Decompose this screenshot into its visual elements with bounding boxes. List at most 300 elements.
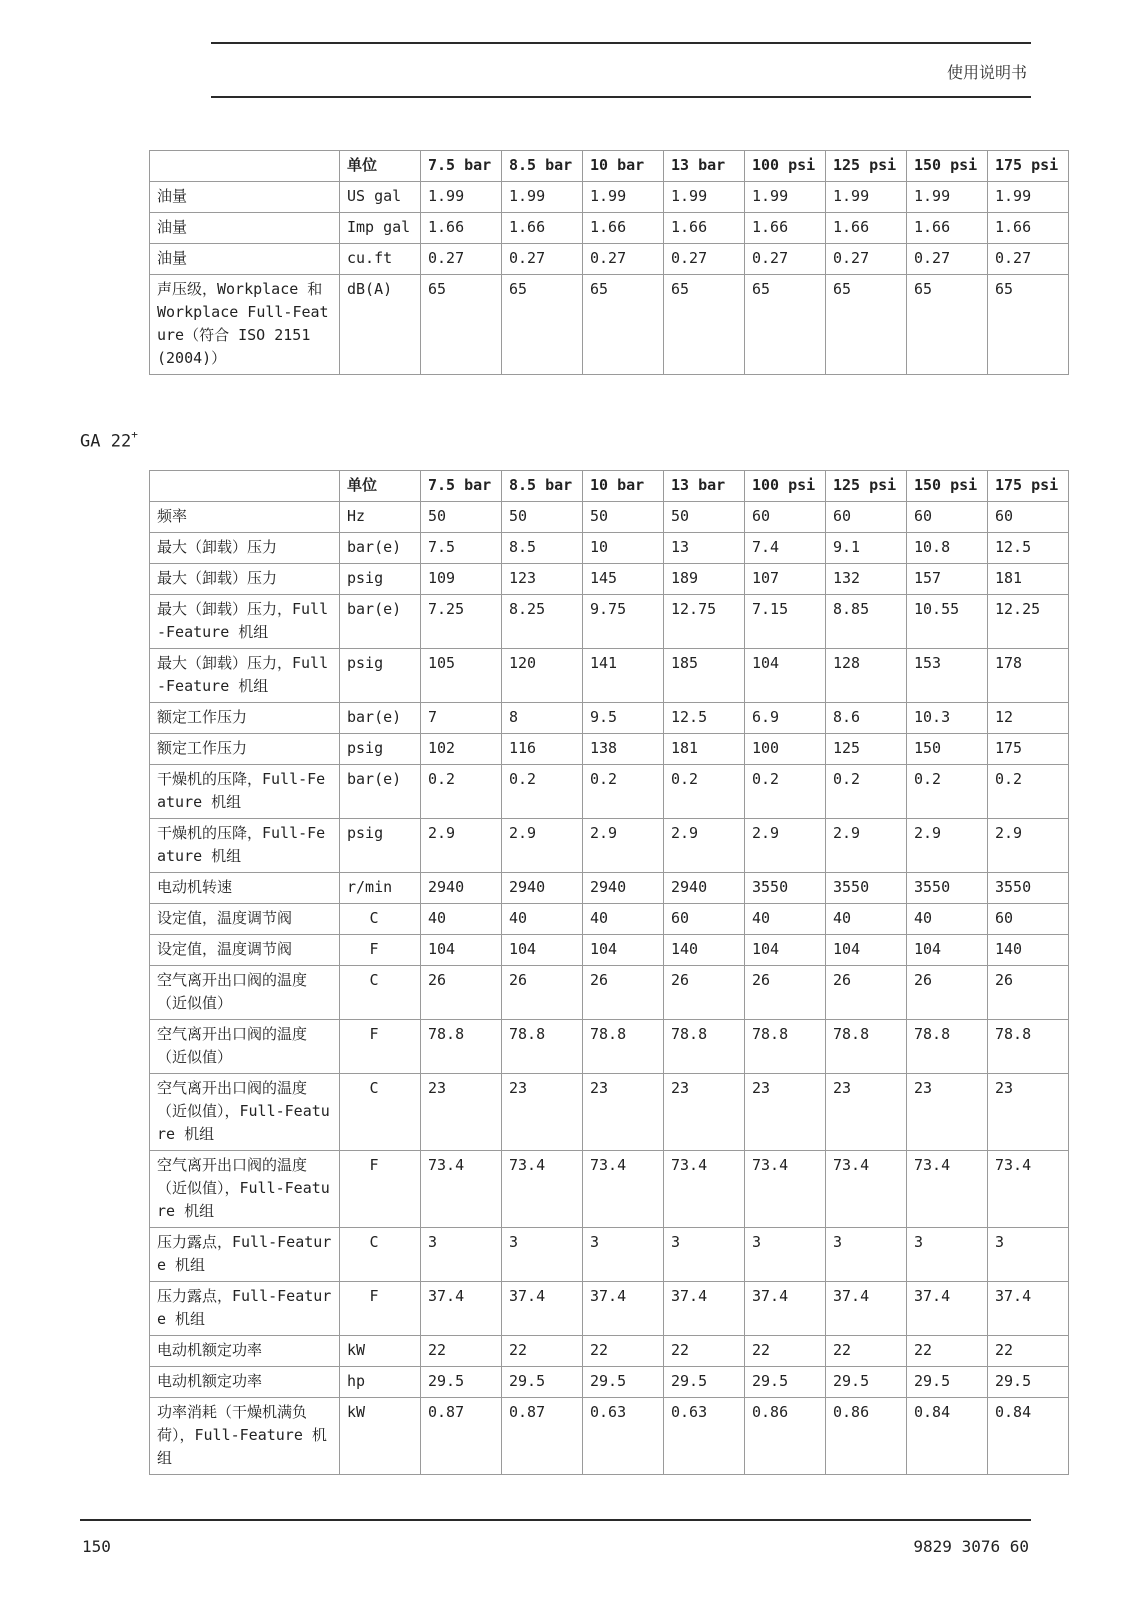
value-cell: 10.8 [907, 533, 988, 564]
value-cell: 78.8 [907, 1020, 988, 1074]
value-cell: 2940 [664, 873, 745, 904]
document-header-title: 使用说明书 [946, 63, 1027, 82]
row-label-cell: 电动机额定功率 [150, 1336, 340, 1367]
value-cell: 26 [907, 966, 988, 1020]
unit-cell: C [340, 904, 421, 935]
value-cell: 60 [664, 904, 745, 935]
table-row [150, 649, 1069, 703]
value-cell: 40 [826, 904, 907, 935]
value-cell: 26 [826, 966, 907, 1020]
value-cell: 1.66 [421, 213, 502, 244]
value-cell: 65 [745, 275, 826, 375]
value-cell: 78.8 [664, 1020, 745, 1074]
value-cell: 104 [745, 935, 826, 966]
header-cell-variant: 13 bar [664, 471, 745, 502]
value-cell: 65 [502, 275, 583, 375]
value-cell: 0.84 [907, 1398, 988, 1475]
value-cell: 29.5 [583, 1367, 664, 1398]
table-row [150, 1074, 1069, 1151]
value-cell: 116 [502, 734, 583, 765]
value-cell: 78.8 [826, 1020, 907, 1074]
table-row [150, 819, 1069, 873]
header-cell-variant: 125 psi [826, 151, 907, 182]
value-cell: 23 [988, 1074, 1069, 1151]
value-cell: 22 [664, 1336, 745, 1367]
row-label-cell: 设定值，温度调节阀 [150, 904, 340, 935]
value-cell: 153 [907, 649, 988, 703]
ga22-spec-table [149, 470, 1069, 1475]
row-label-cell: 空气离开出口阀的温度（近似值），Full-Feature 机组 [150, 1074, 340, 1151]
row-label-cell: 额定工作压力 [150, 734, 340, 765]
row-label-cell: 压力露点，Full-Feature 机组 [150, 1228, 340, 1282]
header-cell-variant: 150 psi [907, 151, 988, 182]
value-cell: 22 [421, 1336, 502, 1367]
value-cell: 73.4 [583, 1151, 664, 1228]
value-cell: 109 [421, 564, 502, 595]
value-cell: 1.66 [664, 213, 745, 244]
value-cell: 9.75 [583, 595, 664, 649]
value-cell: 150 [907, 734, 988, 765]
table-row [150, 904, 1069, 935]
value-cell: 9.5 [583, 703, 664, 734]
value-cell: 0.2 [988, 765, 1069, 819]
row-label-cell: 空气离开出口阀的温度（近似值） [150, 966, 340, 1020]
document-number: 9829 3076 60 [913, 1537, 1029, 1556]
unit-cell: C [340, 966, 421, 1020]
value-cell: 0.27 [826, 244, 907, 275]
header-cell-label [150, 151, 340, 182]
value-cell: 107 [745, 564, 826, 595]
value-cell: 105 [421, 649, 502, 703]
value-cell: 140 [988, 935, 1069, 966]
value-cell: 26 [583, 966, 664, 1020]
unit-cell: bar(e) [340, 595, 421, 649]
value-cell: 3550 [826, 873, 907, 904]
oil-capacity-table [149, 150, 1069, 375]
value-cell: 2940 [502, 873, 583, 904]
table-header-row [150, 151, 1069, 182]
value-cell: 3 [583, 1228, 664, 1282]
value-cell: 0.27 [583, 244, 664, 275]
value-cell: 23 [907, 1074, 988, 1151]
table-row [150, 1228, 1069, 1282]
value-cell: 10 [583, 533, 664, 564]
unit-cell: F [340, 935, 421, 966]
value-cell: 1.99 [988, 182, 1069, 213]
row-label-cell: 最大（卸载）压力，Full-Feature 机组 [150, 649, 340, 703]
value-cell: 78.8 [583, 1020, 664, 1074]
value-cell: 26 [502, 966, 583, 1020]
value-cell: 29.5 [907, 1367, 988, 1398]
value-cell: 73.4 [664, 1151, 745, 1228]
value-cell: 1.99 [502, 182, 583, 213]
value-cell: 65 [907, 275, 988, 375]
table-row [150, 1282, 1069, 1336]
value-cell: 73.4 [745, 1151, 826, 1228]
header-cell-unit: 单位 [340, 471, 421, 502]
value-cell: 23 [502, 1074, 583, 1151]
value-cell: 23 [826, 1074, 907, 1151]
value-cell: 3 [502, 1228, 583, 1282]
unit-cell: psig [340, 564, 421, 595]
value-cell: 22 [745, 1336, 826, 1367]
table-row [150, 1020, 1069, 1074]
table-row [150, 1151, 1069, 1228]
value-cell: 1.99 [907, 182, 988, 213]
value-cell: 8.25 [502, 595, 583, 649]
value-cell: 37.4 [421, 1282, 502, 1336]
value-cell: 0.27 [988, 244, 1069, 275]
value-cell: 26 [421, 966, 502, 1020]
value-cell: 29.5 [664, 1367, 745, 1398]
value-cell: 3550 [988, 873, 1069, 904]
value-cell: 0.86 [745, 1398, 826, 1475]
value-cell: 29.5 [988, 1367, 1069, 1398]
value-cell: 104 [583, 935, 664, 966]
value-cell: 1.99 [664, 182, 745, 213]
value-cell: 0.84 [988, 1398, 1069, 1475]
unit-cell: kW [340, 1336, 421, 1367]
table-row [150, 1367, 1069, 1398]
value-cell: 37.4 [664, 1282, 745, 1336]
row-label-cell: 油量 [150, 182, 340, 213]
value-cell: 37.4 [745, 1282, 826, 1336]
value-cell: 104 [745, 649, 826, 703]
value-cell: 0.2 [745, 765, 826, 819]
value-cell: 12.25 [988, 595, 1069, 649]
row-label-cell: 最大（卸载）压力，Full-Feature 机组 [150, 595, 340, 649]
header-cell-variant: 10 bar [583, 471, 664, 502]
value-cell: 189 [664, 564, 745, 595]
row-label-cell: 频率 [150, 502, 340, 533]
header-cell-label [150, 471, 340, 502]
table-row [150, 1398, 1069, 1475]
value-cell: 78.8 [988, 1020, 1069, 1074]
unit-cell: F [340, 1020, 421, 1074]
value-cell: 141 [583, 649, 664, 703]
value-cell: 1.99 [745, 182, 826, 213]
value-cell: 175 [988, 734, 1069, 765]
value-cell: 50 [583, 502, 664, 533]
value-cell: 73.4 [907, 1151, 988, 1228]
value-cell: 10.55 [907, 595, 988, 649]
value-cell: 2.9 [988, 819, 1069, 873]
unit-cell: F [340, 1282, 421, 1336]
value-cell: 2940 [583, 873, 664, 904]
value-cell: 10.3 [907, 703, 988, 734]
value-cell: 37.4 [988, 1282, 1069, 1336]
page-number: 150 [82, 1537, 111, 1556]
value-cell: 8.5 [502, 533, 583, 564]
table-header-row [150, 471, 1069, 502]
unit-cell: cu.ft [340, 244, 421, 275]
value-cell: 60 [826, 502, 907, 533]
value-cell: 78.8 [502, 1020, 583, 1074]
value-cell: 23 [583, 1074, 664, 1151]
unit-cell: kW [340, 1398, 421, 1475]
value-cell: 8 [502, 703, 583, 734]
value-cell: 60 [907, 502, 988, 533]
section-title-text: GA 22 [80, 431, 132, 452]
value-cell: 104 [826, 935, 907, 966]
value-cell: 13 [664, 533, 745, 564]
value-cell: 29.5 [826, 1367, 907, 1398]
value-cell: 140 [664, 935, 745, 966]
header-cell-variant: 175 psi [988, 471, 1069, 502]
value-cell: 22 [907, 1336, 988, 1367]
value-cell: 9.1 [826, 533, 907, 564]
header-cell-variant: 8.5 bar [502, 151, 583, 182]
value-cell: 22 [583, 1336, 664, 1367]
value-cell: 60 [745, 502, 826, 533]
table-row [150, 966, 1069, 1020]
value-cell: 40 [907, 904, 988, 935]
header-bottom-rule [211, 96, 1031, 98]
value-cell: 3 [907, 1228, 988, 1282]
value-cell: 73.4 [421, 1151, 502, 1228]
row-label-cell: 功率消耗（干燥机满负荷），Full-Feature 机组 [150, 1398, 340, 1475]
row-label-cell: 最大（卸载）压力 [150, 564, 340, 595]
value-cell: 60 [988, 502, 1069, 533]
value-cell: 2.9 [583, 819, 664, 873]
value-cell: 37.4 [907, 1282, 988, 1336]
value-cell: 181 [664, 734, 745, 765]
value-cell: 125 [826, 734, 907, 765]
table-row [150, 244, 1069, 275]
header-cell-variant: 7.5 bar [421, 151, 502, 182]
table-row [150, 703, 1069, 734]
value-cell: 3550 [907, 873, 988, 904]
value-cell: 8.6 [826, 703, 907, 734]
value-cell: 8.85 [826, 595, 907, 649]
header-cell-variant: 125 psi [826, 471, 907, 502]
value-cell: 65 [826, 275, 907, 375]
value-cell: 0.2 [583, 765, 664, 819]
value-cell: 65 [988, 275, 1069, 375]
value-cell: 2940 [421, 873, 502, 904]
value-cell: 73.4 [826, 1151, 907, 1228]
value-cell: 37.4 [826, 1282, 907, 1336]
table-row [150, 595, 1069, 649]
value-cell: 22 [826, 1336, 907, 1367]
header-cell-variant: 150 psi [907, 471, 988, 502]
value-cell: 23 [664, 1074, 745, 1151]
table-row [150, 873, 1069, 904]
value-cell: 60 [988, 904, 1069, 935]
section-title [80, 430, 138, 452]
value-cell: 2.9 [745, 819, 826, 873]
table-row [150, 935, 1069, 966]
value-cell: 178 [988, 649, 1069, 703]
unit-cell: Hz [340, 502, 421, 533]
value-cell: 0.2 [421, 765, 502, 819]
value-cell: 7.4 [745, 533, 826, 564]
value-cell: 3 [826, 1228, 907, 1282]
table-row [150, 275, 1069, 375]
value-cell: 26 [988, 966, 1069, 1020]
unit-cell: bar(e) [340, 765, 421, 819]
value-cell: 23 [421, 1074, 502, 1151]
unit-cell: r/min [340, 873, 421, 904]
value-cell: 0.86 [826, 1398, 907, 1475]
value-cell: 65 [421, 275, 502, 375]
value-cell: 3 [664, 1228, 745, 1282]
value-cell: 2.9 [826, 819, 907, 873]
value-cell: 2.9 [421, 819, 502, 873]
value-cell: 1.99 [583, 182, 664, 213]
value-cell: 123 [502, 564, 583, 595]
value-cell: 100 [745, 734, 826, 765]
value-cell: 0.27 [907, 244, 988, 275]
header-top-rule [211, 42, 1031, 44]
row-label-cell: 空气离开出口阀的温度（近似值），Full-Feature 机组 [150, 1151, 340, 1228]
value-cell: 26 [745, 966, 826, 1020]
value-cell: 2.9 [907, 819, 988, 873]
value-cell: 37.4 [583, 1282, 664, 1336]
value-cell: 1.66 [988, 213, 1069, 244]
row-label-cell: 电动机额定功率 [150, 1367, 340, 1398]
unit-cell: psig [340, 734, 421, 765]
value-cell: 1.66 [502, 213, 583, 244]
value-cell: 3 [988, 1228, 1069, 1282]
value-cell: 22 [988, 1336, 1069, 1367]
value-cell: 0.87 [502, 1398, 583, 1475]
value-cell: 37.4 [502, 1282, 583, 1336]
table-row [150, 564, 1069, 595]
unit-cell: hp [340, 1367, 421, 1398]
value-cell: 12.5 [988, 533, 1069, 564]
value-cell: 1.99 [826, 182, 907, 213]
footer-rule [80, 1519, 1031, 1521]
value-cell: 104 [907, 935, 988, 966]
header-cell-variant: 7.5 bar [421, 471, 502, 502]
value-cell: 23 [745, 1074, 826, 1151]
value-cell: 0.63 [664, 1398, 745, 1475]
value-cell: 7 [421, 703, 502, 734]
value-cell: 132 [826, 564, 907, 595]
row-label-cell: 设定值，温度调节阀 [150, 935, 340, 966]
unit-cell: C [340, 1074, 421, 1151]
value-cell: 2.9 [664, 819, 745, 873]
value-cell: 3550 [745, 873, 826, 904]
value-cell: 2.9 [502, 819, 583, 873]
value-cell: 0.2 [502, 765, 583, 819]
row-label-cell: 干燥机的压降，Full-Feature 机组 [150, 765, 340, 819]
value-cell: 73.4 [988, 1151, 1069, 1228]
header-cell-variant: 8.5 bar [502, 471, 583, 502]
value-cell: 138 [583, 734, 664, 765]
value-cell: 12.5 [664, 703, 745, 734]
value-cell: 128 [826, 649, 907, 703]
value-cell: 29.5 [502, 1367, 583, 1398]
header-cell-variant: 100 psi [745, 151, 826, 182]
value-cell: 6.9 [745, 703, 826, 734]
value-cell: 7.25 [421, 595, 502, 649]
value-cell: 0.27 [502, 244, 583, 275]
row-label-cell: 额定工作压力 [150, 703, 340, 734]
value-cell: 157 [907, 564, 988, 595]
value-cell: 50 [502, 502, 583, 533]
value-cell: 0.2 [826, 765, 907, 819]
value-cell: 0.2 [907, 765, 988, 819]
value-cell: 0.27 [745, 244, 826, 275]
value-cell: 102 [421, 734, 502, 765]
table-row [150, 734, 1069, 765]
table-row [150, 1336, 1069, 1367]
row-label-cell: 油量 [150, 213, 340, 244]
unit-cell: C [340, 1228, 421, 1282]
section-title-superscript: + [131, 428, 138, 441]
unit-cell: psig [340, 649, 421, 703]
value-cell: 104 [421, 935, 502, 966]
value-cell: 145 [583, 564, 664, 595]
row-label-cell: 油量 [150, 244, 340, 275]
value-cell: 12 [988, 703, 1069, 734]
header-cell-unit: 单位 [340, 151, 421, 182]
value-cell: 7.5 [421, 533, 502, 564]
value-cell: 40 [502, 904, 583, 935]
value-cell: 40 [583, 904, 664, 935]
row-label-cell: 最大（卸载）压力 [150, 533, 340, 564]
unit-cell: Imp gal [340, 213, 421, 244]
value-cell: 22 [502, 1336, 583, 1367]
value-cell: 1.66 [745, 213, 826, 244]
value-cell: 26 [664, 966, 745, 1020]
value-cell: 7.15 [745, 595, 826, 649]
value-cell: 0.87 [421, 1398, 502, 1475]
value-cell: 29.5 [421, 1367, 502, 1398]
value-cell: 0.63 [583, 1398, 664, 1475]
row-label-cell: 声压级，Workplace 和 Workplace Full-Feature（符合 ISO 2151 (2004)） [150, 275, 340, 375]
value-cell: 65 [664, 275, 745, 375]
unit-cell: psig [340, 819, 421, 873]
unit-cell: dB(A) [340, 275, 421, 375]
value-cell: 3 [745, 1228, 826, 1282]
row-label-cell: 干燥机的压降，Full-Feature 机组 [150, 819, 340, 873]
value-cell: 0.27 [421, 244, 502, 275]
header-cell-variant: 100 psi [745, 471, 826, 502]
value-cell: 40 [745, 904, 826, 935]
table-row [150, 533, 1069, 564]
value-cell: 78.8 [745, 1020, 826, 1074]
value-cell: 65 [583, 275, 664, 375]
value-cell: 12.75 [664, 595, 745, 649]
row-label-cell: 压力露点，Full-Feature 机组 [150, 1282, 340, 1336]
unit-cell: bar(e) [340, 703, 421, 734]
unit-cell: bar(e) [340, 533, 421, 564]
value-cell: 29.5 [745, 1367, 826, 1398]
value-cell: 1.99 [421, 182, 502, 213]
value-cell: 40 [421, 904, 502, 935]
value-cell: 50 [664, 502, 745, 533]
value-cell: 73.4 [502, 1151, 583, 1228]
value-cell: 0.27 [664, 244, 745, 275]
value-cell: 181 [988, 564, 1069, 595]
value-cell: 104 [502, 935, 583, 966]
unit-cell: US gal [340, 182, 421, 213]
table-row [150, 213, 1069, 244]
value-cell: 1.66 [583, 213, 664, 244]
table-row [150, 765, 1069, 819]
row-label-cell: 电动机转速 [150, 873, 340, 904]
row-label-cell: 空气离开出口阀的温度（近似值） [150, 1020, 340, 1074]
value-cell: 78.8 [421, 1020, 502, 1074]
value-cell: 1.66 [826, 213, 907, 244]
header-cell-variant: 13 bar [664, 151, 745, 182]
table-row [150, 182, 1069, 213]
value-cell: 3 [421, 1228, 502, 1282]
value-cell: 120 [502, 649, 583, 703]
